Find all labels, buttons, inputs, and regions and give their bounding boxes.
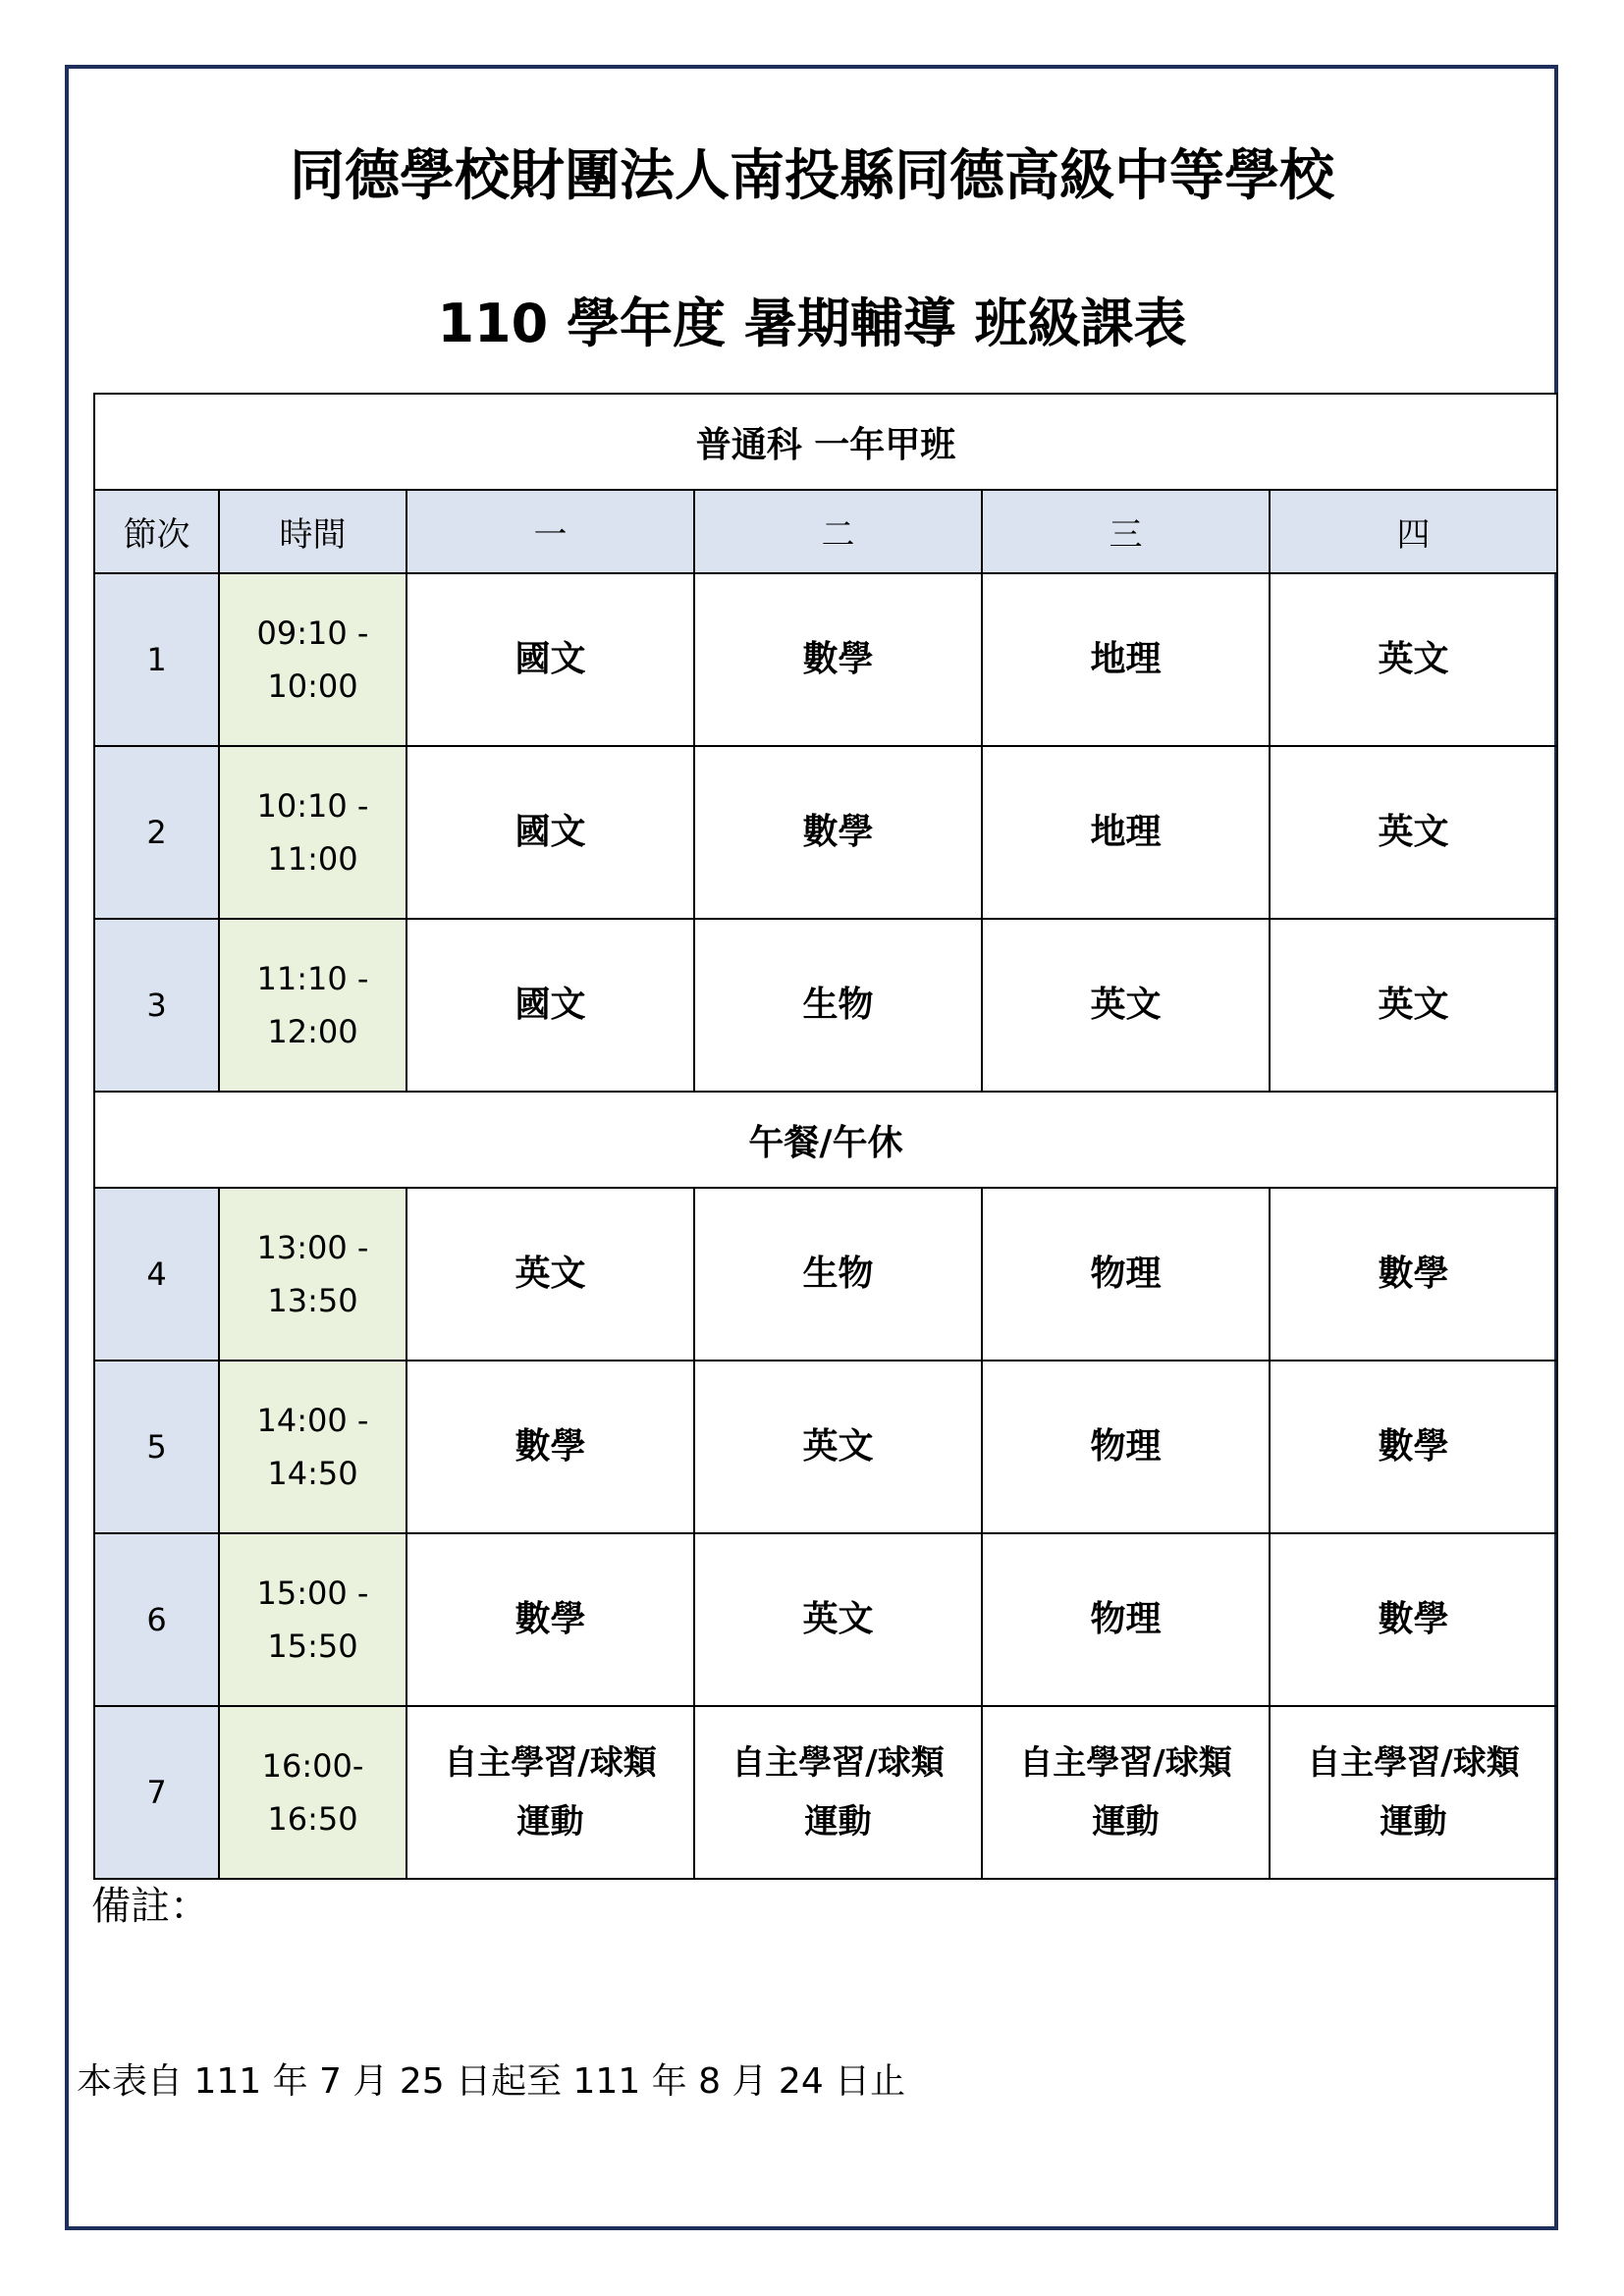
subject-cell: 生物: [694, 1188, 982, 1361]
period-row: [94, 1188, 1557, 1361]
period-time: [219, 919, 406, 1092]
class-schedule-table: [93, 393, 1558, 1880]
subject-cell: 生物: [694, 919, 982, 1092]
date-range: 本表自 111 年 7 月 25 日起至 111 年 8 月 24 日止: [77, 2061, 906, 2102]
subject-line: 運動: [1092, 1802, 1160, 1842]
period-number: 4: [94, 1188, 219, 1361]
subject-cell: 英文: [982, 919, 1270, 1092]
subject-line: 自主學習/球類: [1307, 1743, 1520, 1783]
time-line: 10:00: [267, 667, 358, 705]
subject-cell: 英文: [1270, 573, 1557, 746]
subject-cell: 數學: [1270, 1188, 1557, 1361]
subject-cell: 物理: [982, 1361, 1270, 1533]
subject-cell: [694, 1706, 982, 1879]
subject-cell: 國文: [406, 573, 694, 746]
period-number: 1: [94, 573, 219, 746]
time-line: 14:00 -: [256, 1402, 369, 1439]
subject-cell: 數學: [406, 1361, 694, 1533]
break-row: [94, 1092, 1557, 1188]
time-line: 11:10 -: [256, 960, 369, 997]
subject-cell: [406, 1706, 694, 1879]
school-title: 同德學校財團法人南投縣同德高級中等學校: [290, 144, 1334, 208]
time-line: 16:00-: [261, 1747, 364, 1785]
period-row: [94, 1706, 1557, 1879]
subject-cell: [982, 1706, 1270, 1879]
class-name-row: [94, 394, 1557, 490]
period-time: [219, 1361, 406, 1533]
time-line: 16:50: [267, 1800, 358, 1838]
time-line: 13:50: [267, 1282, 358, 1319]
subject-cell: 物理: [982, 1533, 1270, 1706]
period-number: 5: [94, 1361, 219, 1533]
period-time: [219, 1706, 406, 1879]
subject-cell: 英文: [1270, 919, 1557, 1092]
time-line: 14:50: [267, 1455, 358, 1492]
time-line: 09:10 -: [256, 614, 369, 652]
period-number: 7: [94, 1706, 219, 1879]
header-day-1: 一: [406, 490, 694, 573]
period-time: [219, 1533, 406, 1706]
term-title: 110 學年度 暑期輔導 班級課表: [437, 293, 1187, 354]
period-number: 6: [94, 1533, 219, 1706]
period-time: [219, 1188, 406, 1361]
subject-cell: 地理: [982, 573, 1270, 746]
class-name: 普通科 一年甲班: [94, 394, 1557, 490]
subject-line: 自主學習/球類: [1019, 1743, 1232, 1783]
time-line: 11:00: [267, 840, 358, 878]
period-row: [94, 919, 1557, 1092]
subject-cell: 英文: [694, 1533, 982, 1706]
subject-line: 自主學習/球類: [444, 1743, 657, 1783]
subject-cell: 數學: [406, 1533, 694, 1706]
period-number: 3: [94, 919, 219, 1092]
subject-cell: 數學: [694, 746, 982, 919]
header-day-2: 二: [694, 490, 982, 573]
period-row: [94, 1533, 1557, 1706]
period-row: [94, 1361, 1557, 1533]
header-time: 時間: [219, 490, 406, 573]
header-row: [94, 490, 1557, 573]
subject-cell: 英文: [694, 1361, 982, 1533]
subject-line: 運動: [516, 1802, 584, 1842]
subject-cell: 數學: [1270, 1533, 1557, 1706]
time-line: 12:00: [267, 1013, 358, 1050]
period-row: [94, 746, 1557, 919]
subject-cell: 物理: [982, 1188, 1270, 1361]
period-time: [219, 573, 406, 746]
time-line: 10:10 -: [256, 787, 369, 825]
time-line: 15:50: [267, 1628, 358, 1665]
period-number: 2: [94, 746, 219, 919]
break-label: 午餐/午休: [94, 1092, 1557, 1188]
header-day-3: 三: [982, 490, 1270, 573]
subject-line: 運動: [804, 1802, 872, 1842]
period-row: [94, 573, 1557, 746]
period-time: [219, 746, 406, 919]
subject-cell: 數學: [694, 573, 982, 746]
subject-cell: 地理: [982, 746, 1270, 919]
subject-line: 運動: [1380, 1802, 1447, 1842]
subject-line: 自主學習/球類: [731, 1743, 945, 1783]
subject-cell: 英文: [406, 1188, 694, 1361]
subject-cell: 國文: [406, 746, 694, 919]
subject-cell: 數學: [1270, 1361, 1557, 1533]
time-line: 15:00 -: [256, 1575, 369, 1612]
subject-cell: [1270, 1706, 1557, 1879]
header-day-4: 四: [1270, 490, 1557, 573]
note-label: 備註：: [91, 1884, 209, 1929]
subject-cell: 英文: [1270, 746, 1557, 919]
subject-cell: 國文: [406, 919, 694, 1092]
header-period: 節次: [94, 490, 219, 573]
time-line: 13:00 -: [256, 1229, 369, 1266]
